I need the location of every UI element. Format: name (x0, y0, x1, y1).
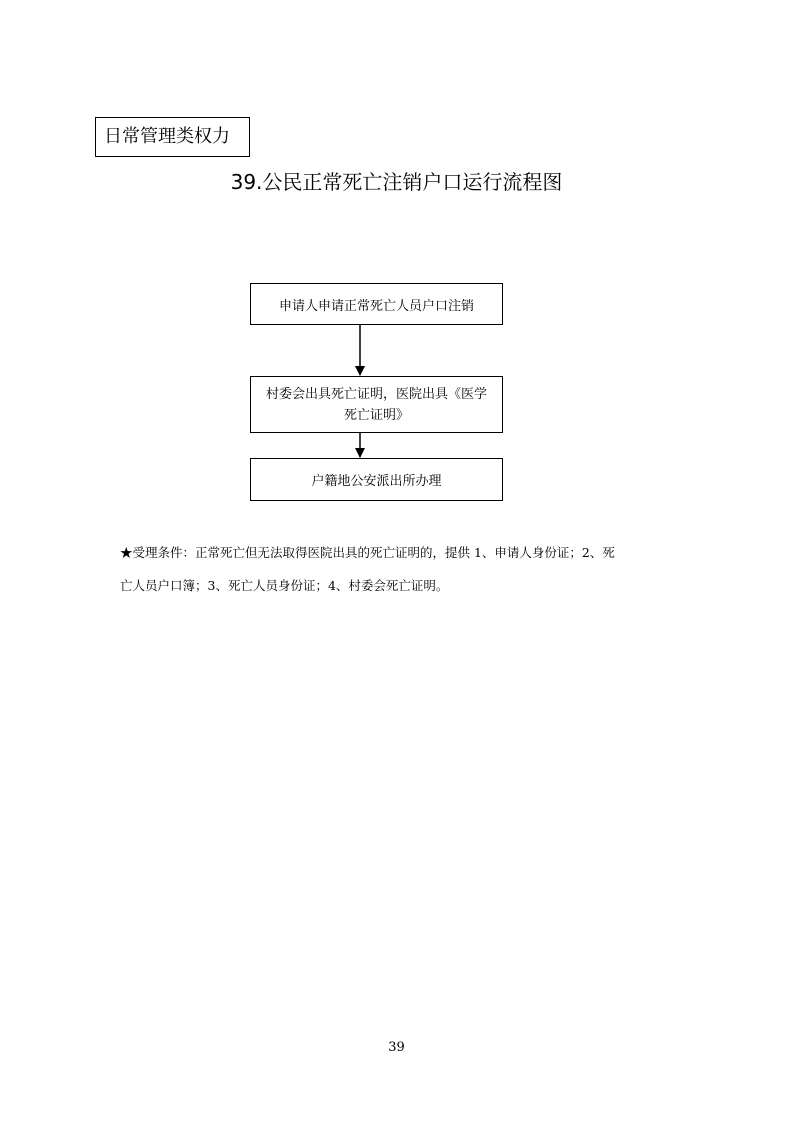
flow-step-police-station-label: 户籍地公安派出所办理 (311, 474, 442, 489)
flow-step-apply (250, 283, 503, 325)
flow-step-certificate-line1: 村委会出具死亡证明，医院出具《医学 (265, 386, 487, 402)
flow-step-apply-label: 申请人申请正常死亡人员户口注销 (278, 298, 474, 314)
flow-step-certificate (250, 376, 503, 433)
conditions-line-1: ★受理条件：正常死亡但无法取得医院出具的死亡证明的，提供 1、申请人身份证；2、死 (120, 545, 615, 560)
conditions-line-2: 亡人员户口簿；3、死亡人员身份证；4、村委会死亡证明。 (120, 578, 449, 593)
category-text: 日常管理类权力 (104, 126, 230, 147)
page-title: 39.公民正常死亡注销户口运行流程图 (230, 170, 563, 194)
page-number: 39 (388, 1040, 405, 1055)
category-label (95, 117, 250, 157)
flow-step-certificate-line2: 死亡证明》 (343, 407, 409, 423)
acceptance-conditions (120, 536, 680, 602)
flow-step-police-station (250, 458, 503, 501)
